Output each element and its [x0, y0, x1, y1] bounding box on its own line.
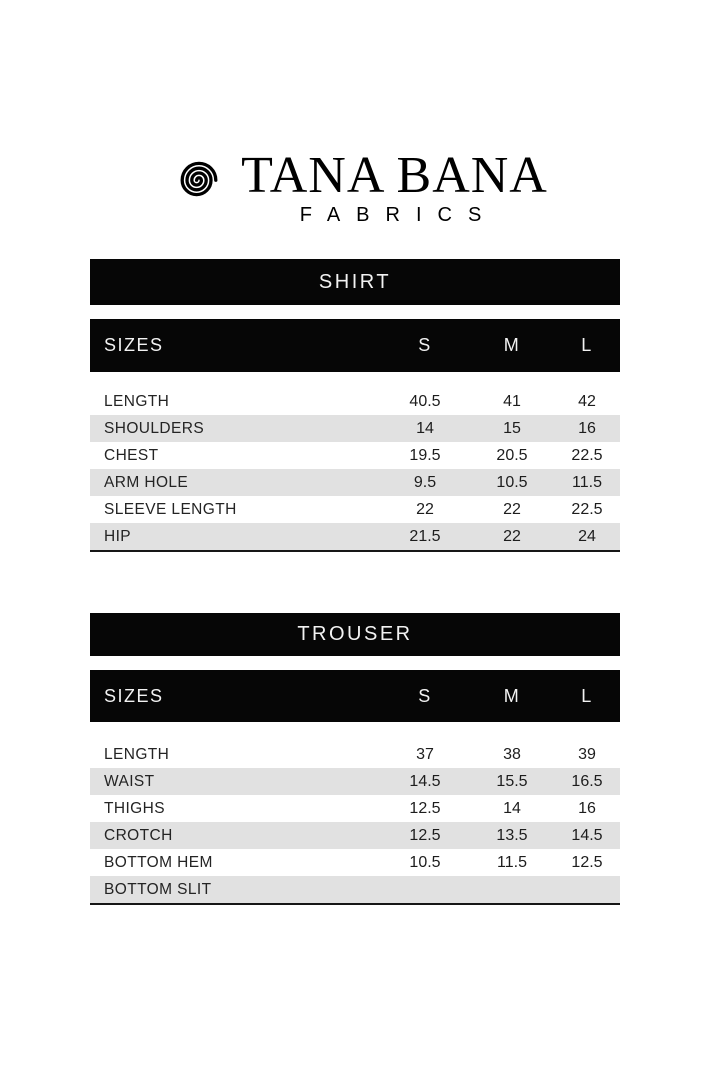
size-col-m: M — [503, 685, 521, 706]
measure-label: SLEEVE LENGTH — [104, 500, 237, 518]
shirt-section-title-bar — [90, 259, 620, 305]
shirt-section-title: SHIRT — [318, 270, 392, 293]
size-col-l: L — [581, 685, 593, 706]
value-m: 11.5 — [497, 853, 527, 871]
brand-logo — [0, 147, 720, 226]
value-s: 14 — [416, 419, 434, 437]
value-m: 15 — [503, 419, 521, 437]
value-m: 10.5 — [496, 473, 528, 491]
spiral-icon — [172, 152, 226, 206]
measure-label: CROTCH — [104, 826, 173, 844]
value-l: 22.5 — [571, 500, 603, 518]
size-col-s: S — [418, 685, 432, 706]
measure-label: LENGTH — [104, 745, 170, 763]
measure-label: THIGHS — [104, 799, 165, 817]
value-m: 38 — [503, 745, 521, 763]
table-row — [90, 768, 620, 795]
value-l: 39 — [578, 745, 596, 763]
size-col-m: M — [503, 335, 521, 355]
table-row — [90, 523, 620, 550]
table-row — [90, 741, 620, 768]
sizes-header-label: SIZES — [104, 335, 164, 355]
value-l: 42 — [578, 392, 596, 410]
measure-label: BOTTOM SLIT — [104, 880, 212, 898]
value-l: 14.5 — [571, 826, 603, 844]
table-row — [90, 469, 620, 496]
value-m: 14 — [503, 799, 521, 817]
measure-label: ARM HOLE — [104, 473, 189, 491]
value-l: 16.5 — [571, 772, 603, 790]
table-row — [90, 442, 620, 469]
value-s: 12.5 — [409, 826, 441, 844]
shirt-table-body — [90, 388, 620, 552]
trouser-table-header — [90, 670, 620, 722]
table-row — [90, 849, 620, 876]
trouser-section-title: TROUSER — [297, 623, 413, 645]
value-s: 14.5 — [409, 772, 441, 790]
table-row — [90, 496, 620, 523]
brand-subtitle: FABRICS — [299, 204, 498, 226]
sizes-header-label: SIZES — [104, 685, 164, 706]
shirt-table-header — [90, 319, 620, 372]
measure-label: SHOULDERS — [104, 419, 205, 437]
value-s: 40.5 — [409, 392, 441, 410]
value-s: 9.5 — [413, 473, 437, 491]
table-row — [90, 876, 620, 903]
value-s: 19.5 — [409, 446, 441, 464]
value-s: 22 — [416, 500, 434, 518]
value-m: 41 — [503, 392, 521, 410]
table-row — [90, 388, 620, 415]
value-l: 16 — [578, 419, 596, 437]
size-col-s: S — [418, 335, 432, 355]
value-s: 12.5 — [409, 799, 441, 817]
table-row — [90, 415, 620, 442]
measure-label: BOTTOM HEM — [104, 853, 213, 871]
value-l: 11.5 — [572, 473, 602, 491]
value-l: 24 — [578, 527, 596, 545]
measure-label: LENGTH — [104, 392, 170, 410]
value-l: 12.5 — [571, 853, 603, 871]
value-s: 10.5 — [409, 853, 441, 871]
value-m: 13.5 — [496, 826, 528, 844]
trouser-table-body — [90, 741, 620, 905]
measure-label: WAIST — [104, 772, 155, 790]
table-row — [90, 795, 620, 822]
value-m: 20.5 — [496, 446, 528, 464]
value-m: 15.5 — [496, 772, 528, 790]
measure-label: HIP — [104, 527, 132, 545]
value-s: 21.5 — [409, 527, 441, 545]
trouser-section-title-bar — [90, 613, 620, 656]
value-l: 16 — [578, 799, 596, 817]
size-col-l: L — [581, 335, 593, 355]
table-row — [90, 822, 620, 849]
value-s: 37 — [416, 745, 434, 763]
measure-label: CHEST — [104, 446, 159, 464]
brand-name: TANA BANA — [241, 147, 548, 204]
value-m: 22 — [503, 527, 521, 545]
brand-wordmark — [241, 147, 548, 226]
value-l: 22.5 — [571, 446, 603, 464]
value-m: 22 — [503, 500, 521, 518]
